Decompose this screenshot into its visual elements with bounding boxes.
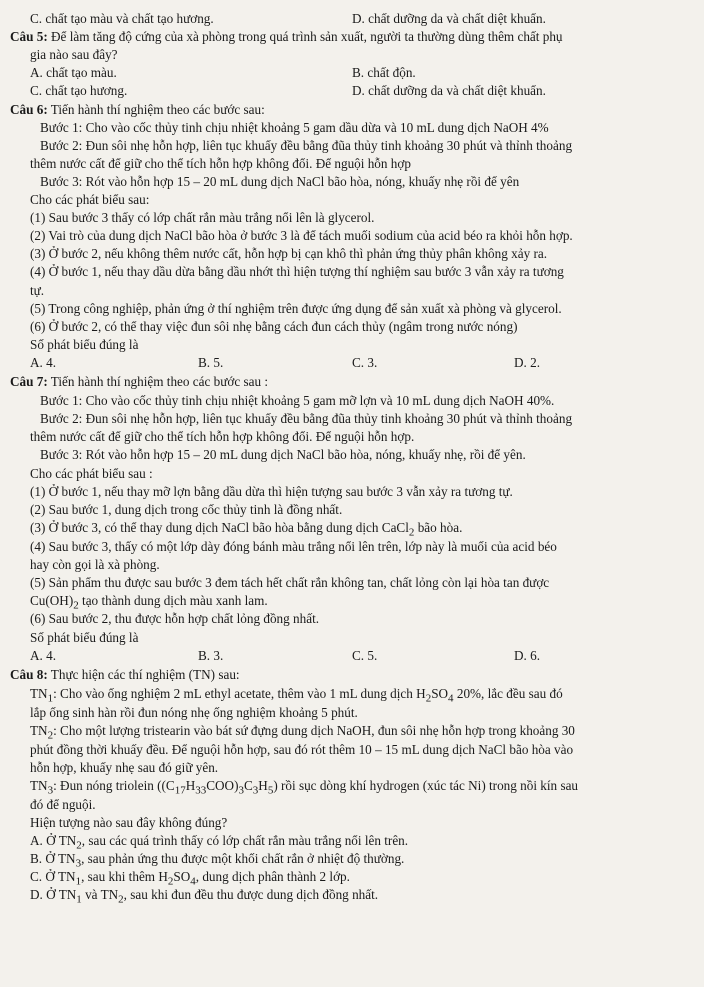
q7-statement-cont: $Cu(OH)_2$ tạo thành dung dịch màu xanh lam. — [30, 593, 268, 612]
question-8-label: Câu 8: — [10, 667, 48, 682]
q6-statement: (5) Trong công nghiệp, phản ứng ở thí nghiệm trên được ứng dụng để sản xuất xà phòng và glycerol. — [30, 301, 562, 316]
q8-tn3: $TN_3$: Đun nóng triolein $((C_{17}H_{33}COO)_3C_3H_5)$ rồi sục dòng khí hydrogen (xúc tác Ni) trong nồi kín sau — [30, 778, 579, 797]
question-7-stem: Câu 7: Tiến hành thí nghiệm theo các bước sau : — [10, 374, 269, 389]
q8-tn1: $TN_1$: Cho vào ống nghiệm 2 mL ethyl acetate, thêm vào 1 mL dung dịch $H_2SO_4$ 20%, lắc đều sau đó — [30, 686, 563, 705]
q7-line: Bước 2: Đun sôi nhẹ hỗn hợp, liên tục khuấy đều bằng đũa thủy tinh khoảng 30 phút và thỉnh thoảng — [40, 411, 573, 426]
q7-line: thêm nước cất để giữ cho thể tích hỗn hợp không đổi. Để nguội hỗn hợp. — [30, 429, 415, 444]
q6-option-b: B. 5. — [198, 355, 224, 370]
q7-statement: (6) Sau bước 2, thu được hỗn hợp chất lỏng đồng nhất. — [30, 611, 320, 626]
q6-line: Cho các phát biểu sau: — [30, 192, 150, 207]
q8-tn1-cont: lắp ống sinh hàn rồi đun nóng nhẹ ống nghiệm khoảng 5 phút. — [30, 705, 358, 720]
q8-tn2-cont: hỗn hợp, khuấy nhẹ sau đó giữ yên. — [30, 760, 219, 775]
q6-line: Bước 1: Cho vào cốc thủy tinh chịu nhiệt khoảng 5 gam dầu dừa và 10 mL dung dịch NaOH 4% — [40, 120, 549, 135]
q5-option-c: C. chất tạo hương. — [30, 83, 128, 98]
q6-option-a: A. 4. — [30, 355, 57, 370]
q6-statement: (6) Ở bước 2, có thể thay việc đun sôi nhẹ bằng cách đun cách thủy (ngâm trong nước nóng) — [30, 319, 518, 334]
q8-option-b: B. Ở $TN_3$, sau phản ứng thu được một khối chất rắn ở nhiệt độ thường. — [30, 851, 405, 870]
q7-option-a: A. 4. — [30, 648, 57, 663]
q8-tn3-cont: đó để nguội. — [30, 797, 96, 812]
q5-option-a: A. chất tạo màu. — [30, 65, 117, 80]
question-5-label: Câu 5: — [10, 29, 48, 44]
q7-statement: (1) Ở bước 1, nếu thay mỡ lợn bằng dầu dừa thì hiện tượng sau bước 3 vẫn xảy ra tương tự. — [30, 484, 513, 499]
question-6-stem: Câu 6: Tiến hành thí nghiệm theo các bước sau: — [10, 102, 265, 117]
question-5-stem-cont: gia nào sau đây? — [30, 47, 118, 62]
q6-statement: (2) Vai trò của dung dịch NaCl bão hòa ở bước 3 là để tách muối sodium của acid béo ra khỏi hỗn hợp. — [30, 228, 573, 243]
q7-line: Số phát biểu đúng là — [30, 630, 139, 645]
q8-question: Hiện tượng nào sau đây không đúng? — [30, 815, 228, 830]
q6-line: Bước 3: Rót vào hỗn hợp 15 – 20 mL dung dịch NaCl bão hòa, nóng, khuấy nhẹ rồi để yên — [40, 174, 520, 189]
q8-option-d: D. Ở $TN_1$ và $TN_2$, sau khi đun đều thu được dung dịch đồng nhất. — [30, 887, 379, 906]
q8-tn2-cont: phút đồng thời khuấy đều. Để nguội hỗn hợp, sau đó rót thêm 10 – 15 mL dung dịch NaCl bão hòa vào — [30, 742, 574, 757]
q6-option-c: C. 3. — [352, 355, 378, 370]
q7-line: Bước 3: Rót vào hỗn hợp 15 – 20 mL dung dịch NaCl bão hòa, nóng, khuấy nhẹ, rồi để yên. — [40, 447, 526, 462]
question-7-label: Câu 7: — [10, 374, 48, 389]
prev-option-c: C. chất tạo màu và chất tạo hương. — [30, 11, 214, 26]
prev-option-d: D. chất dưỡng da và chất diệt khuẩn. — [352, 11, 546, 26]
q7-line: Cho các phát biểu sau : — [30, 466, 153, 481]
q6-statement: (3) Ở bước 2, nếu không thêm nước cất, hỗn hợp bị cạn khô thì phản ứng thủy phân không xảy ra. — [30, 246, 548, 261]
q7-option-b: B. 3. — [198, 648, 224, 663]
q6-line: Số phát biểu đúng là — [30, 337, 139, 352]
q6-line: thêm nước cất để giữ cho thể tích hỗn hợp không đổi. Để nguội hỗn hợp — [30, 156, 411, 171]
q6-statement-cont: tự. — [30, 283, 45, 298]
q5-option-d: D. chất dưỡng da và chất diệt khuẩn. — [352, 83, 546, 98]
question-5-stem: Câu 5: Để làm tăng độ cứng của xà phòng trong quá trình sản xuất, người ta thường dùng thêm chất phụ — [10, 29, 563, 44]
q7-line: Bước 1: Cho vào cốc thủy tinh chịu nhiệt khoảng 5 gam mỡ lợn và 10 mL dung dịch NaOH 40%. — [40, 393, 555, 408]
q5-option-b: B. chất độn. — [352, 65, 416, 80]
q7-option-c: C. 5. — [352, 648, 378, 663]
question-8-stem: Câu 8: Thực hiện các thí nghiệm (TN) sau: — [10, 667, 240, 682]
q6-line: Bước 2: Đun sôi nhẹ hỗn hợp, liên tục khuấy đều bằng đũa thủy tinh khoảng 30 phút và thỉnh thoảng — [40, 138, 573, 153]
q7-statement: (3) Ở bước 3, có thể thay dung dịch NaCl bão hòa bằng dung dịch CaCl$_2$ bão hòa. — [30, 520, 463, 539]
q7-statement: (2) Sau bước 1, dung dịch trong cốc thủy tinh là đồng nhất. — [30, 502, 343, 517]
question-6-label: Câu 6: — [10, 102, 48, 117]
q8-tn2: $TN_2$: Cho một lượng tristearin vào bát sứ đựng dung dịch NaOH, đun sôi nhẹ hỗn hợp trong khoảng 30 — [30, 723, 575, 742]
q7-statement: (5) Sản phẩm thu được sau bước 3 đem tách hết chất rắn không tan, chất lỏng còn lại hòa tan được — [30, 575, 550, 590]
q7-statement-cont: hay còn gọi là xà phòng. — [30, 557, 160, 572]
q6-option-d: D. 2. — [514, 355, 541, 370]
q8-option-a: A. Ở $TN_2$, sau các quá trình thấy có lớp chất rắn màu trắng nổi lên trên. — [30, 833, 409, 852]
q7-statement: (4) Sau bước 3, thấy có một lớp dày đóng bánh màu trắng nổi lên trên, lớp này là muối của acid béo — [30, 539, 557, 554]
q7-option-d: D. 6. — [514, 648, 541, 663]
q6-statement: (4) Ở bước 1, nếu thay dầu dừa bằng dầu nhớt thì hiện tượng thí nghiệm sau bước 3 vẫn xảy ra tương — [30, 264, 564, 279]
q6-statement: (1) Sau bước 3 thấy có lớp chất rắn màu trắng nổi lên là glycerol. — [30, 210, 375, 225]
q8-option-c: C. Ở $TN_1$, sau khi thêm $H_2SO_4$, dung dịch phân thành 2 lớp. — [30, 869, 350, 888]
